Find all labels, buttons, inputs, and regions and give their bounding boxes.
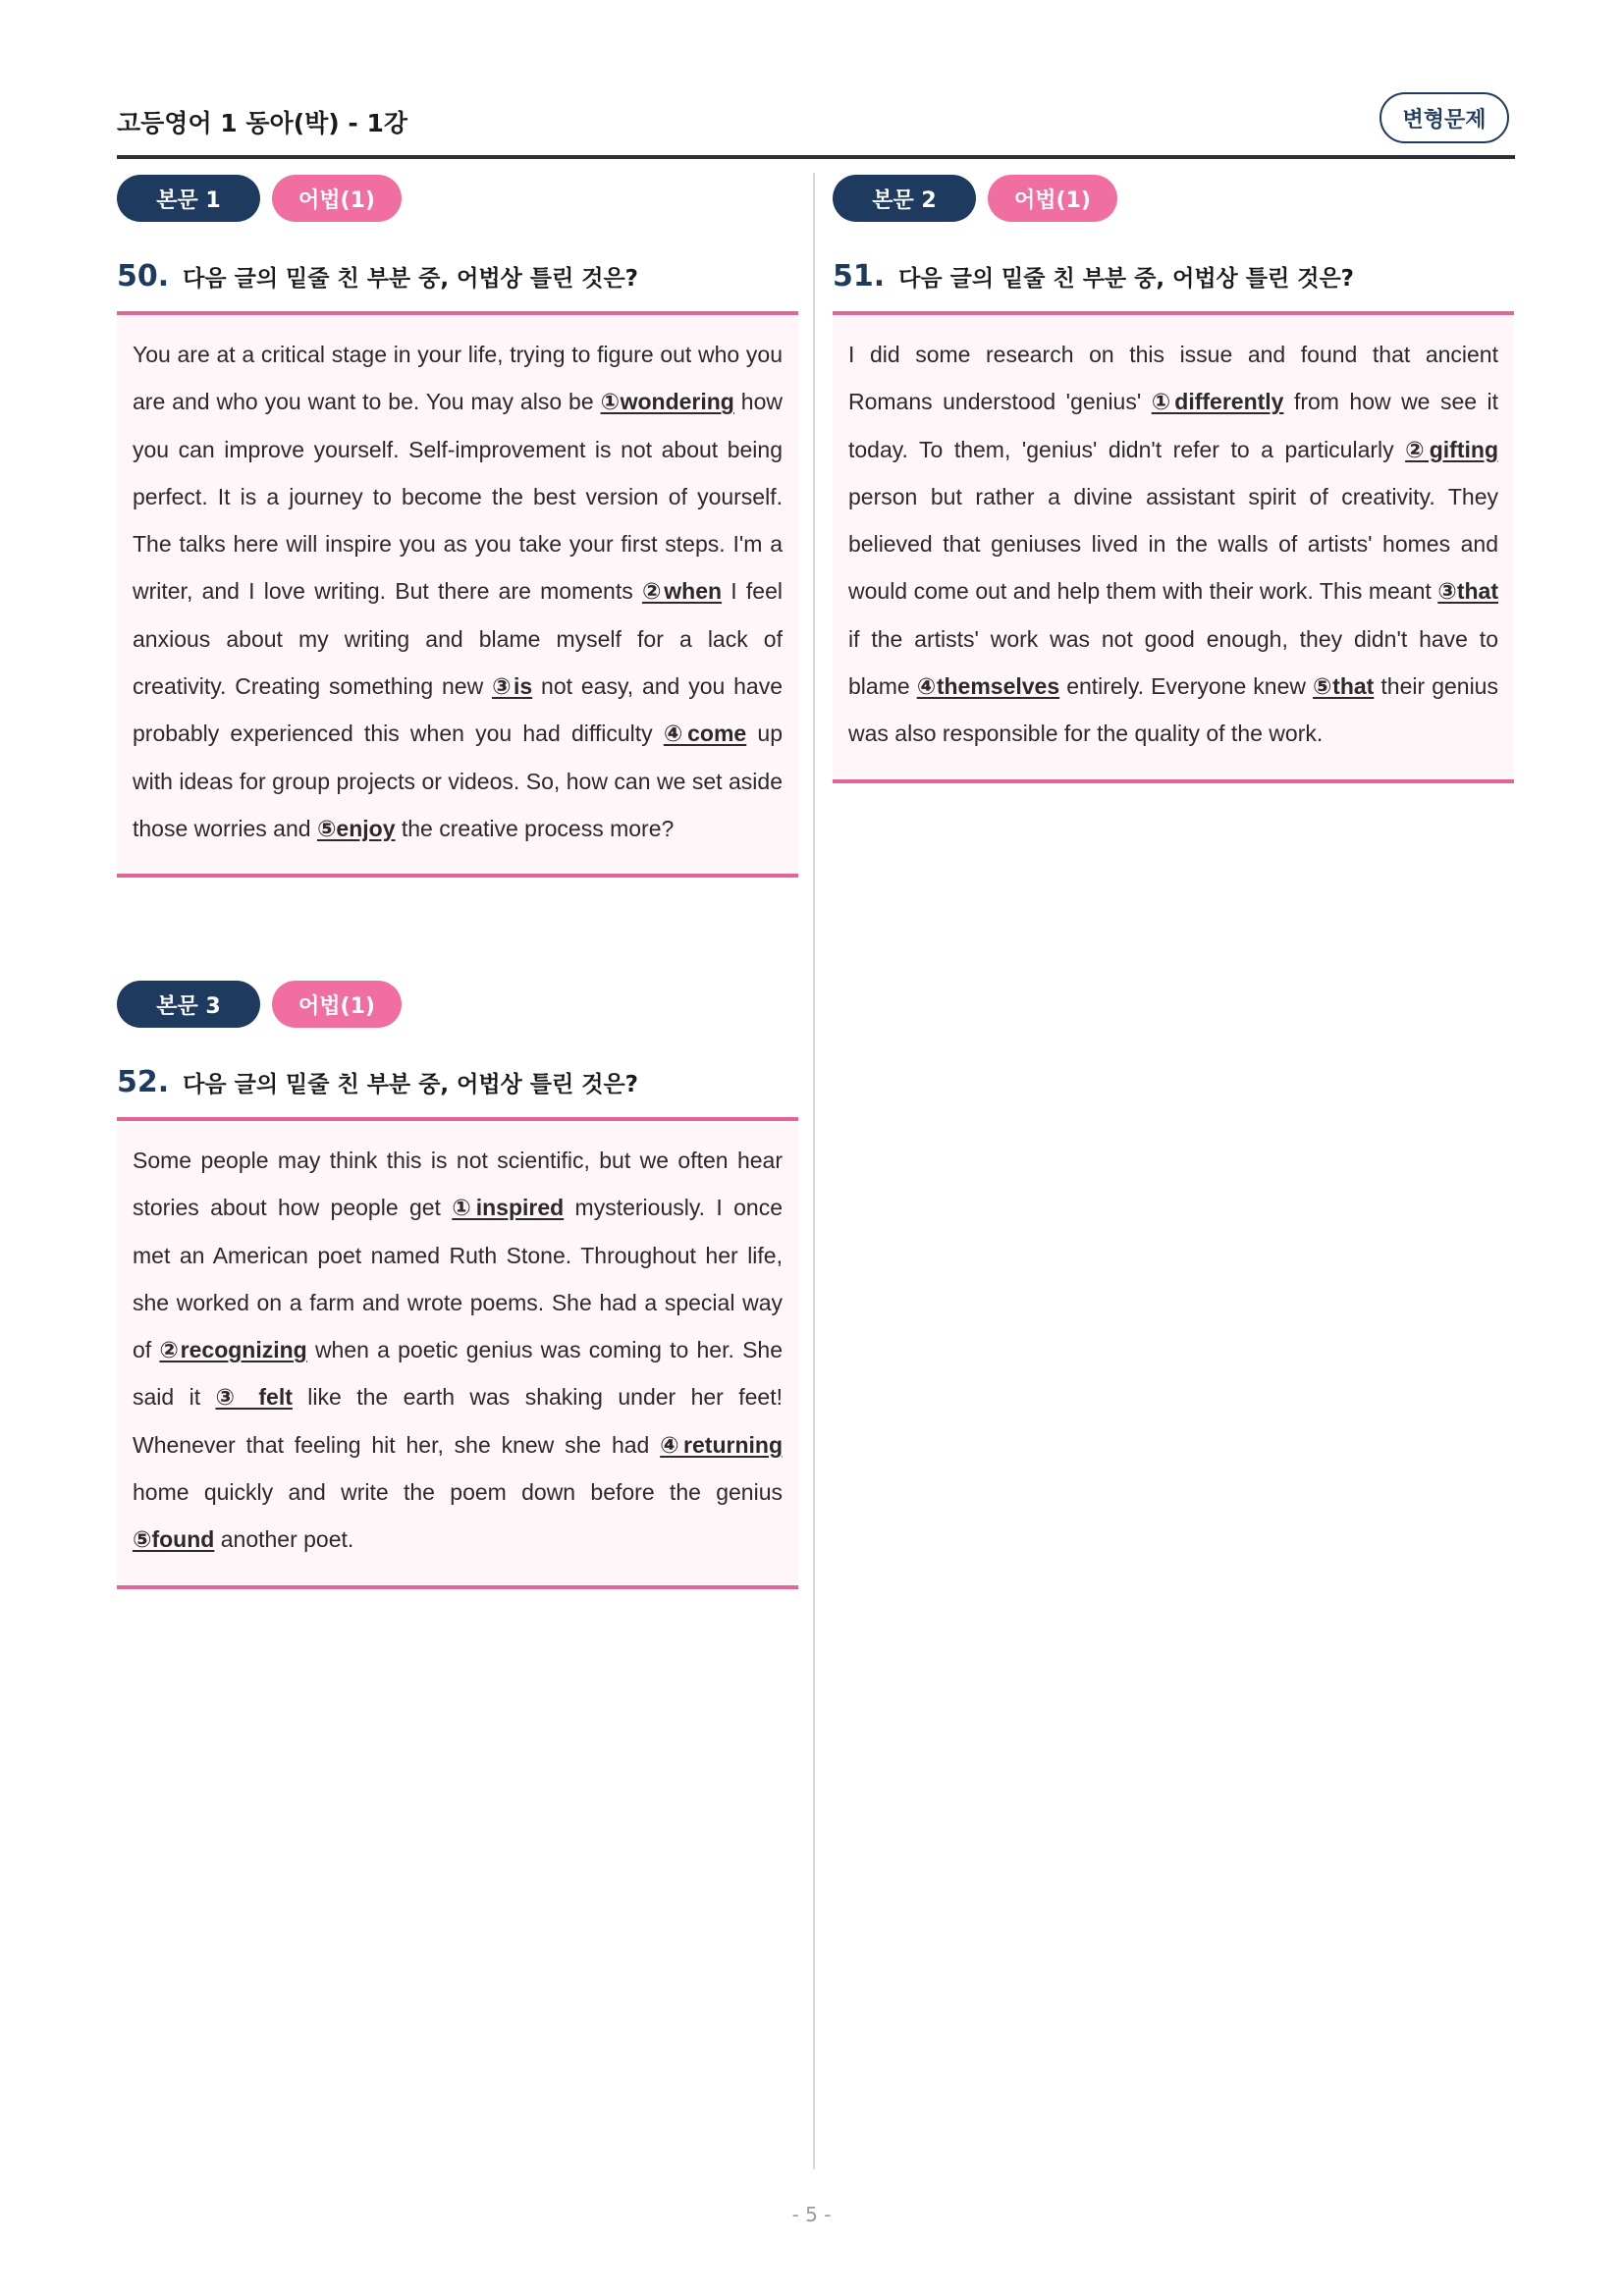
underlined-choice: ⑤enjoy	[316, 815, 396, 841]
passage-segment: I feel anxious about my writing and blame myself for a lack of creativity. Creating something new	[133, 578, 783, 700]
passage-box	[117, 311, 798, 878]
underlined-choice: ③is	[492, 673, 533, 700]
underlined-choice: ④returning	[660, 1431, 783, 1458]
page-number: - 5 -	[791, 2203, 832, 2226]
section-tags	[833, 175, 1514, 222]
question-type-tag: 어법(1)	[272, 175, 402, 222]
passage-text	[133, 1137, 783, 1564]
question-type-tag: 어법(1)	[272, 981, 402, 1028]
section-tags	[117, 175, 798, 222]
question-number: 50.	[117, 259, 170, 294]
underlined-choice: ①differently	[1151, 389, 1284, 415]
variation-badge: 변형문제	[1380, 92, 1509, 143]
passage-text	[133, 331, 783, 852]
question-number: 51.	[833, 259, 886, 294]
column-divider	[813, 173, 815, 2169]
underlined-choice: ①inspired	[452, 1195, 565, 1221]
passage-tag: 본문 2	[833, 175, 976, 222]
passage-segment: mysteriously. I once met an American poet named Ruth Stone. Throughout her life, she worked on a farm and wrote poems. She had a special way of	[133, 1195, 784, 1363]
passage-segment: not easy, and you have probably experienced this when you had difficulty	[133, 673, 783, 747]
question-text: 다음 글의 밑줄 친 부분 중, 어법상 틀린 것은?	[183, 266, 638, 292]
passage-segment: like the earth was shaking under her feet! Whenever that feeling hit her, she knew she had	[133, 1384, 783, 1458]
passage-segment: from how we see it today. To them, 'genius' didn't refer to a particularly	[848, 389, 1499, 462]
question-number: 52.	[117, 1065, 170, 1099]
question-type-tag: 어법(1)	[988, 175, 1117, 222]
question-line	[833, 259, 1514, 294]
document-title: 고등영어 1 동아(박) - 1강	[117, 109, 408, 137]
passage-box	[833, 311, 1514, 783]
underlined-choice: ②recognizing	[159, 1337, 307, 1363]
underlined-choice: ②gifting	[1405, 436, 1498, 462]
question-text: 다음 글의 밑줄 친 부분 중, 어법상 틀린 것은?	[898, 266, 1354, 292]
passage-segment: Some people may think this is not scientific, but we often hear stories about how people get	[133, 1148, 783, 1221]
passage-segment: another poet.	[214, 1526, 354, 1553]
passage-segment: entirely. Everyone knew	[1059, 673, 1314, 700]
underlined-choice: ③ felt	[215, 1384, 293, 1411]
passage-segment: I did some research on this issue and found that ancient Romans understood 'genius'	[848, 342, 1498, 415]
section-passage-2	[833, 175, 1514, 783]
underlined-choice: ⑤found	[133, 1526, 215, 1553]
question-line	[117, 259, 798, 294]
passage-segment: how you can improve yourself. Self-improvement is not about being perfect. It is a journey to become the best version of yourself. The talks here will inspire you as you take your first steps. I'm a writer, and I love writing. But there are moments	[133, 389, 783, 605]
passage-segment: up with ideas for group projects or videos. So, how can we set aside those worries and	[133, 721, 784, 841]
underlined-choice: ④themselves	[916, 673, 1060, 700]
underlined-choice: ②when	[641, 578, 723, 605]
passage-segment: if the artists' work was not good enough, they didn't have to blame	[848, 625, 1498, 700]
question-text: 다음 글의 밑줄 친 부분 중, 어법상 틀린 것은?	[183, 1072, 638, 1097]
section-passage-3	[117, 981, 798, 1589]
passage-segment: home quickly and write the poem down before the genius	[133, 1479, 783, 1506]
question-line	[117, 1065, 798, 1099]
underlined-choice: ③that	[1437, 578, 1498, 605]
passage-tag: 본문 1	[117, 175, 260, 222]
passage-segment: You are at a critical stage in your life, trying to figure out who you are and who you want to be. You may also be	[133, 342, 783, 415]
passage-segment: the creative process more?	[395, 815, 675, 841]
passage-segment: when a poetic genius was coming to her. She said it	[133, 1337, 784, 1411]
passage-segment: person but rather a divine assistant spirit of creativity. They believed that geniuses lived in the walls of artists' homes and would come out and help them with their work. This meant	[848, 483, 1498, 605]
underlined-choice: ④come	[663, 721, 747, 747]
passage-segment: their genius was also responsible for the quality of the work.	[848, 673, 1498, 747]
passage-tag: 본문 3	[117, 981, 260, 1028]
section-tags	[117, 981, 798, 1028]
passage-box	[117, 1117, 798, 1589]
section-passage-1	[117, 175, 798, 878]
underlined-choice: ①wondering	[600, 389, 734, 415]
header-divider	[117, 155, 1515, 159]
passage-text	[848, 331, 1498, 758]
underlined-choice: ⑤that	[1313, 673, 1375, 700]
